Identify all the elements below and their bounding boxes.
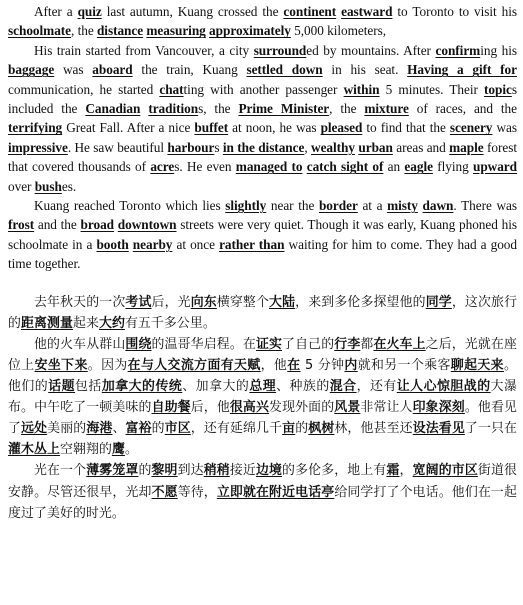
text-segment: 、: [112, 421, 126, 437]
vocab-word: aboard: [92, 62, 133, 78]
vocab-word: 围绕: [125, 336, 152, 352]
vocab-word: misty: [387, 198, 418, 214]
english-paragraph: [8, 196, 517, 274]
text-segment: to Toronto to visit his: [392, 4, 517, 19]
chinese-paragraph: [8, 334, 517, 461]
text-segment: ，还有: [356, 379, 397, 395]
vocab-word: 话题: [48, 379, 76, 395]
vocab-word: impressive: [8, 139, 68, 155]
text-segment: 。: [124, 442, 138, 458]
vocab-word: 起天来: [464, 357, 504, 373]
text-segment: communication, he started: [8, 81, 160, 97]
text-segment: of races, and the: [408, 101, 518, 117]
vocab-word: 枫树: [308, 421, 335, 437]
vocab-word: 安坐下来: [34, 357, 88, 373]
vocab-word: border: [318, 198, 358, 214]
vocab-word: continent: [283, 4, 337, 19]
vocab-word: acre: [150, 159, 175, 175]
vocab-word: 混合: [329, 379, 357, 395]
text-segment: After a: [34, 4, 78, 19]
text-segment: His train started from Vancouver, a city: [34, 42, 254, 58]
english-passage: [8, 2, 517, 274]
vocab-word: approximately: [209, 23, 291, 39]
text-segment: 包括: [75, 379, 102, 395]
vocab-word: 大约: [98, 315, 125, 331]
vocab-word: 亩: [282, 421, 296, 437]
vocab-word: mixture: [364, 101, 409, 117]
vocab-word: 让人心惊胆战的: [396, 379, 491, 395]
text-segment: ，还有延绵几千: [190, 421, 283, 437]
text-segment: ing his: [480, 42, 517, 58]
vocab-word: 薄雾笼罩: [86, 463, 139, 479]
vocab-word: 行李: [334, 336, 361, 352]
text-segment: was: [492, 120, 517, 136]
text-segment: , the: [71, 23, 97, 39]
vocab-word: 自助餐: [151, 400, 191, 416]
vocab-word: 不愿: [151, 484, 178, 500]
vocab-word: 设法看见: [412, 421, 465, 437]
vocab-word: catch sight of: [306, 159, 384, 175]
text-segment: ,: [304, 139, 312, 155]
english-paragraph: [8, 2, 517, 41]
text-segment: an: [383, 159, 405, 175]
text-segment: ting with another passenger: [183, 81, 344, 97]
text-segment: Great Fall. After a nice: [62, 120, 195, 136]
text-segment: ed by mountains. After: [306, 42, 436, 58]
text-segment: 都: [360, 336, 374, 352]
vocab-word: nearby: [132, 236, 173, 252]
text-segment: 接近: [229, 463, 256, 479]
chinese-paragraph: [8, 292, 517, 334]
text-segment: 的: [151, 421, 165, 437]
vocab-word: measuring: [146, 23, 206, 39]
vocab-word: 风景: [334, 400, 361, 416]
vocab-word: scenery: [449, 120, 493, 136]
text-segment: 的: [138, 463, 152, 479]
text-segment: 的多伦多，地上有: [282, 463, 387, 479]
text-segment: 给同学打了个电话。他们在一起度过了美好的时光。: [8, 484, 517, 521]
text-segment: 的温哥华启程。在: [151, 336, 256, 352]
text-segment: 林，他甚至还: [334, 421, 413, 437]
vocab-word: quiz: [77, 4, 102, 19]
text-segment: and the: [34, 217, 81, 233]
vocab-word: 霜: [386, 463, 400, 479]
text-segment: . There was: [453, 198, 517, 214]
text-segment: 后，光: [151, 294, 191, 310]
text-segment: , the: [329, 101, 365, 117]
vocab-word: 边境: [255, 463, 283, 479]
vocab-word: 同学: [425, 294, 452, 310]
vocab-word: 向东: [190, 294, 217, 310]
text-segment: . He saw beautiful: [67, 139, 168, 155]
text-segment: ，这次旅行的: [8, 294, 518, 331]
vocab-word: 在: [287, 357, 301, 373]
vocab-word: distance: [96, 23, 144, 39]
vocab-word: terrifying: [8, 120, 63, 136]
vocab-word: broad: [80, 217, 115, 233]
vocab-word: in the distance: [222, 139, 305, 155]
vocab-word: 在火车上: [373, 336, 426, 352]
vocab-word: 灌木丛上: [8, 442, 60, 458]
vocab-word: downtown: [117, 217, 177, 233]
vocab-word: 印象深刻: [412, 400, 465, 416]
text-segment: 、种族的: [276, 379, 330, 395]
text-segment: 的: [295, 421, 309, 437]
text-segment: 等待，: [177, 484, 217, 500]
text-segment: 街道很安静。尽管还很早，光却: [8, 463, 517, 500]
vocab-word: buffet: [194, 120, 229, 136]
text-segment: 。他看见了: [8, 400, 517, 437]
text-segment: to find that the: [362, 120, 450, 136]
vocab-word: 远处: [21, 421, 48, 437]
vocab-word: 黎明: [151, 463, 178, 479]
chinese-translation: [8, 292, 517, 524]
vocab-word: within: [343, 81, 380, 97]
text-segment: s: [214, 139, 223, 155]
vocab-word: bush: [34, 178, 62, 194]
text-segment: s. He even: [174, 159, 236, 175]
text-segment: near the: [266, 198, 319, 214]
text-segment: 美丽的: [47, 421, 87, 437]
vocab-word: 市区: [164, 421, 191, 437]
vocab-word: upward: [472, 159, 518, 175]
text-segment: 光在一个: [34, 463, 87, 479]
vocab-word: 立即就在附近电话亭: [216, 484, 335, 500]
text-segment: 了一只在: [464, 421, 518, 437]
text-segment: 去年秋天的一次: [34, 294, 126, 310]
text-segment: 之后，光就在座位上: [8, 336, 517, 373]
vocab-word: 鹰: [111, 442, 125, 458]
vocab-word: Canadian: [85, 101, 141, 117]
vocab-word: managed to: [235, 159, 303, 175]
text-segment: 空翱翔的: [59, 442, 112, 458]
text-segment: Kuang reached Toronto which lies: [34, 198, 226, 214]
vocab-word: 海港: [86, 421, 113, 437]
text-segment: ，来到多伦多探望他的: [295, 294, 426, 310]
vocab-word: 聊: [450, 357, 465, 373]
text-segment: at a: [357, 198, 388, 214]
vocab-word: baggage: [8, 62, 55, 78]
vocab-word: 宽阔的: [412, 463, 452, 479]
text-segment: s included the: [8, 81, 517, 117]
text-segment: 大瀑布。中午吃了一顿美味的: [8, 379, 518, 416]
text-segment: 发现外面的: [269, 400, 335, 416]
text-segment: 起来: [72, 315, 99, 331]
text-segment: es.: [61, 178, 77, 194]
text-segment: 5,000 kilometers,: [290, 23, 387, 39]
vocab-word: dawn: [422, 198, 454, 214]
text-segment: 5 分钟: [300, 357, 345, 373]
text-segment: flying: [432, 159, 473, 175]
vocab-word: surround: [253, 42, 307, 58]
vocab-word: frost: [8, 217, 35, 233]
vocab-word: pleased: [320, 120, 363, 136]
text-segment: waiting for him to come. They had a good time together.: [8, 236, 517, 272]
text-segment: 到达: [177, 463, 204, 479]
vocab-word: 大陆: [269, 294, 296, 310]
vocab-word: chat: [159, 81, 184, 97]
vocab-word: 测量: [46, 315, 73, 331]
section-gap: [8, 274, 517, 292]
text-segment: 非常让人: [360, 400, 413, 416]
text-segment: areas and: [392, 139, 450, 155]
vocab-word: eastward: [341, 4, 393, 19]
text-segment: s, the: [198, 101, 239, 117]
vocab-word: 加拿大的: [101, 379, 156, 395]
text-segment: at noon, he was: [228, 120, 321, 136]
vocab-word: 富裕: [125, 421, 152, 437]
text-segment: 。因为: [87, 357, 128, 373]
text-segment: at once: [172, 236, 220, 252]
text-segment: 就和另一个乘客: [357, 357, 451, 373]
vocab-word: maple: [449, 139, 484, 155]
text-segment: ，他: [260, 357, 288, 373]
text-segment: last autumn, Kuang crossed the: [101, 4, 284, 19]
vocab-word: tradition: [148, 101, 199, 117]
vocab-word: 证实: [255, 336, 283, 352]
text-segment: was: [54, 62, 93, 78]
text-segment: ，: [399, 463, 413, 479]
vocab-word: 传统: [155, 379, 183, 395]
vocab-word: Having a gift for: [407, 62, 517, 78]
vocab-word: rather than: [219, 236, 285, 252]
vocab-word: wealthy: [311, 139, 355, 155]
vocab-word: confirm: [435, 42, 481, 58]
vocab-word: Prime Minister: [238, 101, 330, 117]
vocab-word: 在与人交流方面有天赋: [127, 357, 261, 373]
text-segment: over: [8, 178, 35, 194]
text-segment: 横穿整个: [216, 294, 270, 310]
text-segment: 。他们的: [8, 357, 517, 395]
vocab-word: schoolmate: [8, 23, 72, 39]
vocab-word: 稍稍: [203, 463, 230, 479]
text-segment: 5 minutes. Their: [379, 81, 485, 97]
text-segment: 他的火车从群山: [34, 336, 126, 352]
vocab-word: 总理: [249, 379, 277, 395]
vocab-word: settled down: [246, 62, 323, 78]
text-segment: 有五千多公里。: [124, 315, 216, 331]
vocab-word: 内: [344, 357, 358, 373]
vocab-word: harbour: [167, 139, 215, 155]
vocab-word: 很高兴: [229, 400, 270, 416]
text-segment: 了自己的: [282, 336, 335, 352]
vocab-word: 距离: [21, 315, 47, 331]
vocab-word: slightly: [225, 198, 267, 214]
vocab-word: urban: [358, 139, 393, 155]
vocab-word: eagle: [404, 159, 433, 175]
chinese-paragraph: [8, 460, 517, 523]
vocab-word: 考试: [125, 294, 152, 310]
text-segment: the train, Kuang: [132, 62, 247, 78]
vocab-word: booth: [96, 236, 129, 252]
vocab-word: topic: [484, 81, 512, 97]
text-segment: streets were very quiet. Though it was early, Kuang phoned his schoolmate in a: [8, 217, 517, 252]
text-segment: 后，他: [190, 400, 230, 416]
text-segment: in his seat.: [322, 62, 408, 78]
text-segment: 、加拿大的: [182, 379, 250, 395]
vocab-word: 市区: [451, 463, 478, 479]
english-paragraph: [8, 41, 517, 196]
text-segment: forest that covered thousands of: [8, 139, 517, 175]
